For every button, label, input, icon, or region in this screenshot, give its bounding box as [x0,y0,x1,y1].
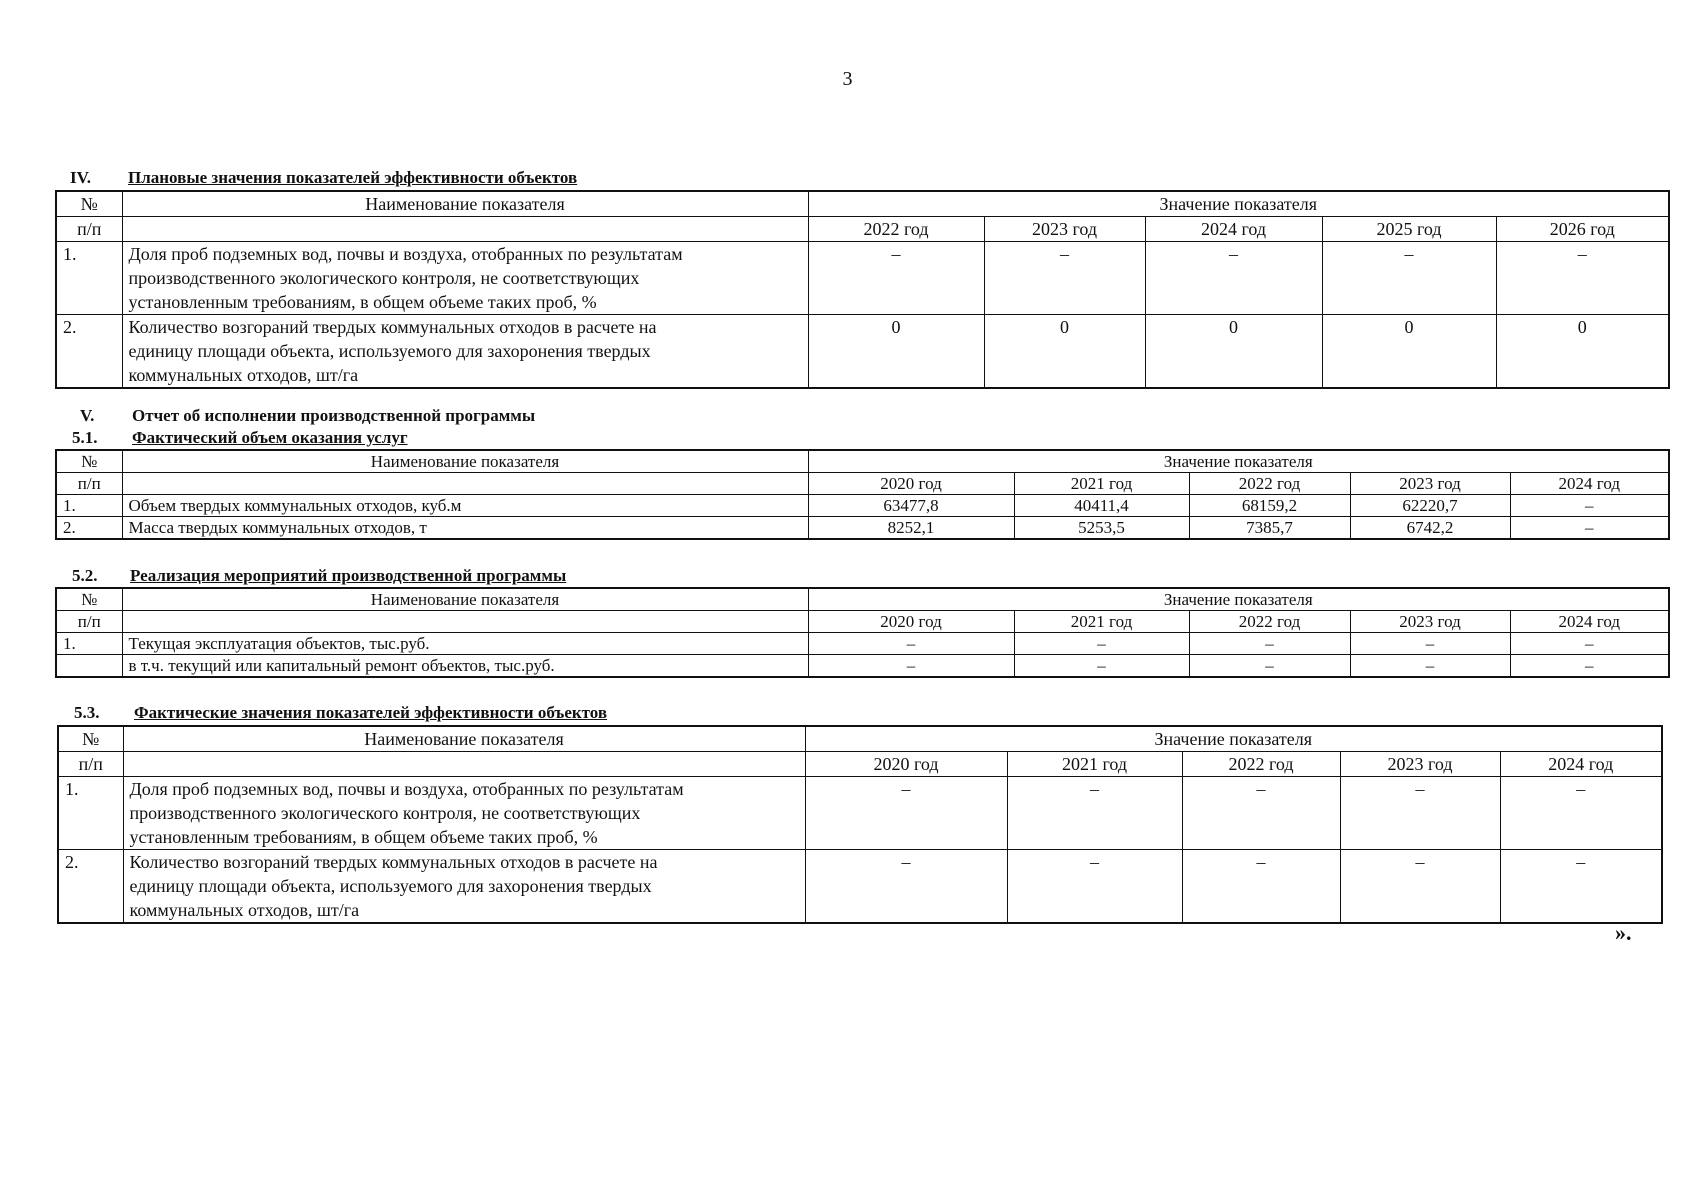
col-number-header: № [56,588,122,611]
year-header: 2021 год [1014,473,1189,495]
year-header: 2024 год [1145,217,1322,242]
year-header: 2021 год [1007,752,1182,777]
value-cell: 5253,5 [1014,517,1189,540]
table-program-measures [55,587,1670,678]
table-row [56,495,1669,517]
row-name [122,242,808,315]
value-cell: – [808,633,1014,655]
section-5-number: V. [80,406,95,425]
year-header: 2020 год [808,473,1014,495]
value-cell: – [1322,242,1496,315]
year-header: 2022 год [1189,473,1350,495]
col-name-subheader [122,473,808,495]
value-cell: – [1007,777,1182,850]
year-header: 2020 год [805,752,1007,777]
col-number-subheader: п/п [56,611,122,633]
row-number: 2. [58,850,123,924]
col-value-header: Значение показателя [808,588,1669,611]
value-cell: 0 [984,315,1145,389]
value-cell: – [1014,655,1189,678]
section-5-1-heading [72,428,408,448]
value-cell: – [1189,633,1350,655]
section-5-heading [80,406,535,426]
row-number: 1. [56,495,122,517]
year-header: 2022 год [1189,611,1350,633]
value-cell: 0 [808,315,984,389]
value-cell: – [1014,633,1189,655]
row-name [122,315,808,389]
row-name-line: Доля проб подземных вод, почвы и воздуха, отобранных по результатам [129,779,684,799]
row-name [123,777,805,850]
row-name: Масса твердых коммунальных отходов, т [122,517,808,540]
value-cell: – [1350,655,1510,678]
col-number-subheader: п/п [56,217,122,242]
section-5-3-number: 5.3. [74,703,100,722]
row-name-line: установленным требованиям, в общем объеме таких проб, % [128,292,597,312]
value-cell: – [1510,517,1669,540]
section-5-1-title: Фактический объем оказания услуг [132,428,408,447]
value-cell: 0 [1322,315,1496,389]
value-cell: – [1510,655,1669,678]
year-header: 2023 год [1340,752,1500,777]
value-cell: – [1510,633,1669,655]
table-service-volume [55,449,1670,540]
closing-quote-mark: ». [1615,920,1632,945]
table-row [58,850,1662,924]
table-row [58,777,1662,850]
section-5-title: Отчет об исполнении производственной программы [132,406,536,425]
value-cell: 7385,7 [1189,517,1350,540]
row-number: 2. [56,315,122,389]
value-cell: – [1340,777,1500,850]
row-name-line: единицу площади объекта, используемого для захоронения твердых [129,876,652,896]
year-header: 2026 год [1496,217,1669,242]
year-header: 2025 год [1322,217,1496,242]
year-header: 2023 год [1350,473,1510,495]
row-number [56,655,122,678]
col-name-header: Наименование показателя [122,191,808,217]
col-value-header: Значение показателя [808,450,1669,473]
value-cell: 63477,8 [808,495,1014,517]
table-row [56,242,1669,315]
row-name [123,850,805,924]
value-cell: 40411,4 [1014,495,1189,517]
row-number: 1. [58,777,123,850]
row-name-line: Количество возгораний твердых коммунальных отходов в расчете на [129,852,658,872]
value-cell: – [1182,777,1340,850]
col-number-header: № [58,726,123,752]
year-header: 2023 год [984,217,1145,242]
col-number-header: № [56,450,122,473]
row-name: Текущая эксплуатация объектов, тыс.руб. [122,633,808,655]
value-cell: – [805,777,1007,850]
year-header: 2022 год [1182,752,1340,777]
value-cell: 0 [1496,315,1669,389]
row-name-line: Количество возгораний твердых коммунальных отходов в расчете на [128,317,657,337]
value-cell: 0 [1145,315,1322,389]
row-name: Объем твердых коммунальных отходов, куб.м [122,495,808,517]
value-cell: 8252,1 [808,517,1014,540]
row-number: 2. [56,517,122,540]
table-planned-indicators [55,190,1670,389]
value-cell: – [805,850,1007,924]
col-name-header: Наименование показателя [123,726,805,752]
year-header: 2024 год [1510,611,1669,633]
col-name-header: Наименование показателя [122,588,808,611]
year-header: 2023 год [1350,611,1510,633]
value-cell: – [1500,850,1662,924]
section-4-number: IV. [70,168,91,187]
col-name-subheader [122,217,808,242]
col-number-header: № [56,191,122,217]
row-name-line: коммунальных отходов, шт/га [129,900,360,920]
col-number-subheader: п/п [58,752,123,777]
table-actual-indicators [57,725,1663,924]
value-cell: – [1510,495,1669,517]
value-cell: 62220,7 [1350,495,1510,517]
table-row [56,517,1669,540]
row-name-line: коммунальных отходов, шт/га [128,365,359,385]
value-cell: – [1189,655,1350,678]
year-header: 2022 год [808,217,984,242]
row-number: 1. [56,242,122,315]
value-cell: – [1182,850,1340,924]
year-header: 2021 год [1014,611,1189,633]
year-header: 2024 год [1500,752,1662,777]
section-4-title: Плановые значения показателей эффективности объектов [128,168,578,187]
section-5-2-title: Реализация мероприятий производственной программы [130,566,567,585]
section-5-1-number: 5.1. [72,428,98,447]
section-5-3-heading [74,703,607,723]
section-4-heading [70,168,577,188]
row-name-line: производственного экологического контроля, не соответствующих [128,268,640,288]
value-cell: 6742,2 [1350,517,1510,540]
col-name-header: Наименование показателя [122,450,808,473]
value-cell: – [1007,850,1182,924]
section-5-2-number: 5.2. [72,566,98,585]
col-value-header: Значение показателя [805,726,1662,752]
year-header: 2020 год [808,611,1014,633]
value-cell: – [1500,777,1662,850]
row-name: в т.ч. текущий или капитальный ремонт объектов, тыс.руб. [122,655,808,678]
value-cell: 68159,2 [1189,495,1350,517]
table-row [56,633,1669,655]
row-name-line: единицу площади объекта, используемого для захоронения твердых [128,341,651,361]
value-cell: – [1496,242,1669,315]
section-5-2-heading [72,566,566,586]
page-number: 3 [842,68,853,90]
col-name-subheader [123,752,805,777]
value-cell: – [984,242,1145,315]
row-name-line: установленным требованиям, в общем объеме таких проб, % [129,827,598,847]
col-name-subheader [122,611,808,633]
value-cell: – [808,242,984,315]
table-row [56,315,1669,389]
value-cell: – [808,655,1014,678]
value-cell: – [1340,850,1500,924]
section-5-3-title: Фактические значения показателей эффективности объектов [134,703,608,722]
col-value-header: Значение показателя [808,191,1669,217]
year-header: 2024 год [1510,473,1669,495]
value-cell: – [1145,242,1322,315]
col-number-subheader: п/п [56,473,122,495]
table-row [56,655,1669,678]
row-name-line: производственного экологического контроля, не соответствующих [129,803,641,823]
row-number: 1. [56,633,122,655]
row-name-line: Доля проб подземных вод, почвы и воздуха, отобранных по результатам [128,244,683,264]
value-cell: – [1350,633,1510,655]
